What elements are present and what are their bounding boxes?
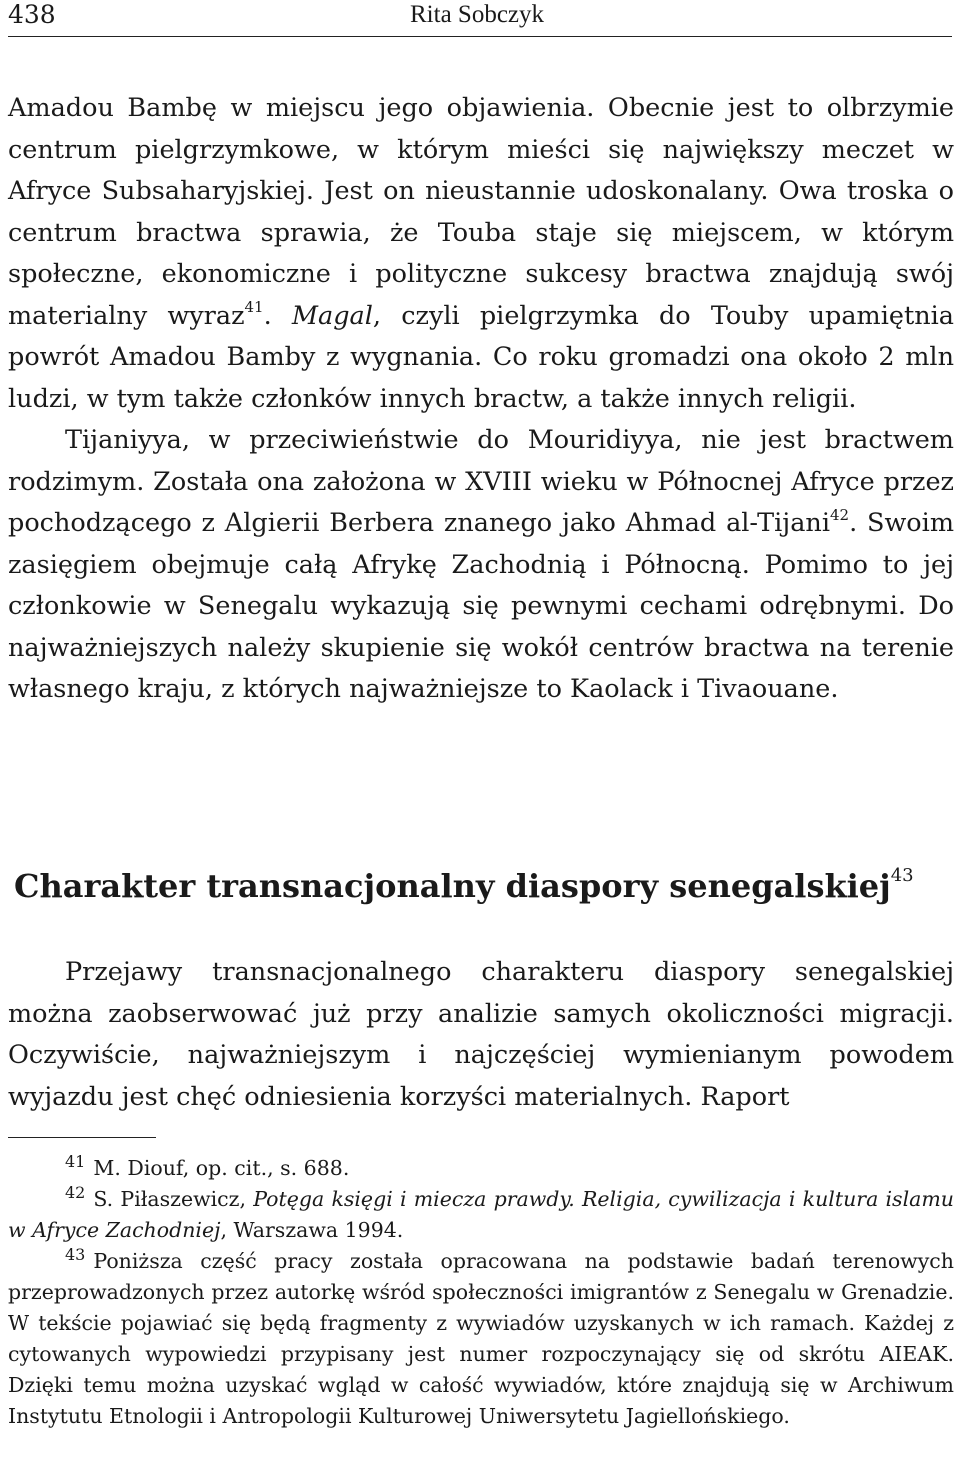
main-text [8,88,954,711]
footnotes [8,1153,954,1432]
footnote-number: 43 [65,1245,86,1265]
section-heading-text: Charakter transnacjonalny diaspory senegalskiej [14,867,891,905]
paragraph-text: Amadou Bambę w miejscu jego objawienia. Obecnie jest to olbrzymie centrum pielgrzymkowe, w którym mieści się największy meczet w Afryce Subsaharyjskiej. Jest on nieustannie udoskonalany. Owa troska o centrum bractwa sprawia, że Touba staje się miejscem, w którym społeczne, ekonomiczne i polityczne sukcesy bractwa znajdują swój materialny wyraz [8,93,954,331]
footnote-book-title: Potęga księgi i miecza prawdy. Religia, cywilizacja i kultura islamu w Afryce Zachodniej [8,1187,955,1242]
footnote-42 [8,1184,954,1246]
footnote-text: , Warszawa 1994. [220,1218,404,1242]
page-header [8,0,952,37]
footnote-text: S. Piłaszewicz, [93,1187,254,1211]
page-number: 438 [8,0,56,29]
footnote-separator [8,1137,156,1138]
footnote-text: Poniższa część pracy została opracowana na podstawie badań terenowych przeprowadzonych przez autorkę wśród społeczności imigrantów z Senegalu w Grenadzie. W tekście pojawiać się będą fragmenty z wywiadów uzyskanych w ich ramach. Każdej z cytowanych wypowiedzi przypisany jest numer rozpoczynający się od skrótu AIEAK. Dzięki temu można uzyskać wgląd w całość wywiadów, które znajdują się w Archiwum Instytutu Etnologii i Antropologii Kulturowej Uniwersytetu Jagiellońskiego. [8,1249,954,1428]
footnote-41 [8,1153,954,1184]
footnote-ref-42[interactable]: 42 [830,505,850,524]
footnote-number: 41 [65,1152,86,1172]
footnote-43 [8,1246,954,1432]
footnote-number: 42 [65,1183,86,1203]
term-magal: Magal [291,300,373,331]
footnote-ref-43[interactable]: 43 [890,865,914,887]
paragraph-text: . [263,300,292,331]
footnote-ref-41[interactable]: 41 [244,298,264,316]
running-head-author: Rita Sobczyk [410,1,545,28]
paragraph-text: , czyli pielgrzymka do Touby upamiętnia powrót Amadou Bamby z wygnania. Co roku gromadzi ona około 2 mln ludzi, w tym także członków innych bractw, a także innych religii. [8,300,954,414]
paragraph-touba [8,88,954,420]
section-body [8,952,954,1118]
paragraph-migration: Przejawy transnacjonalnego charakteru diaspory senegalskiej można zaobserwować już przy analizie samych okoliczności migracji. Oczywiście, najważniejszym i najczęściej wymienianym powodem wyjazdu jest chęć odniesienia korzyści materialnych. Raport [8,957,954,1112]
paragraph-tijaniyya [8,420,954,711]
paragraph-text: . Swoim zasięgiem obejmuje całą Afrykę Zachodnią i Północną. Pomimo to jej członkowie w Senegalu wykazują się pewnymi cechami odrębnymi. Do najważniejszych należy skupienie się wokół centrów bractwa na terenie własnego kraju, z których najważniejsze to Kaolack i Tivaouane. [8,508,954,704]
paragraph-text: Tijaniyya, w przeciwieństwie do Mouridiyya, nie jest bractwem rodzimym. Została ona założona w XVIII wieku w Północnej Afryce przez pochodzącego z Algierii Berbera znanego jako Ahmad al-Tijani [8,425,954,538]
footnote-text: M. Diouf, op. cit., s. 688. [93,1156,350,1180]
section-heading [14,864,954,908]
